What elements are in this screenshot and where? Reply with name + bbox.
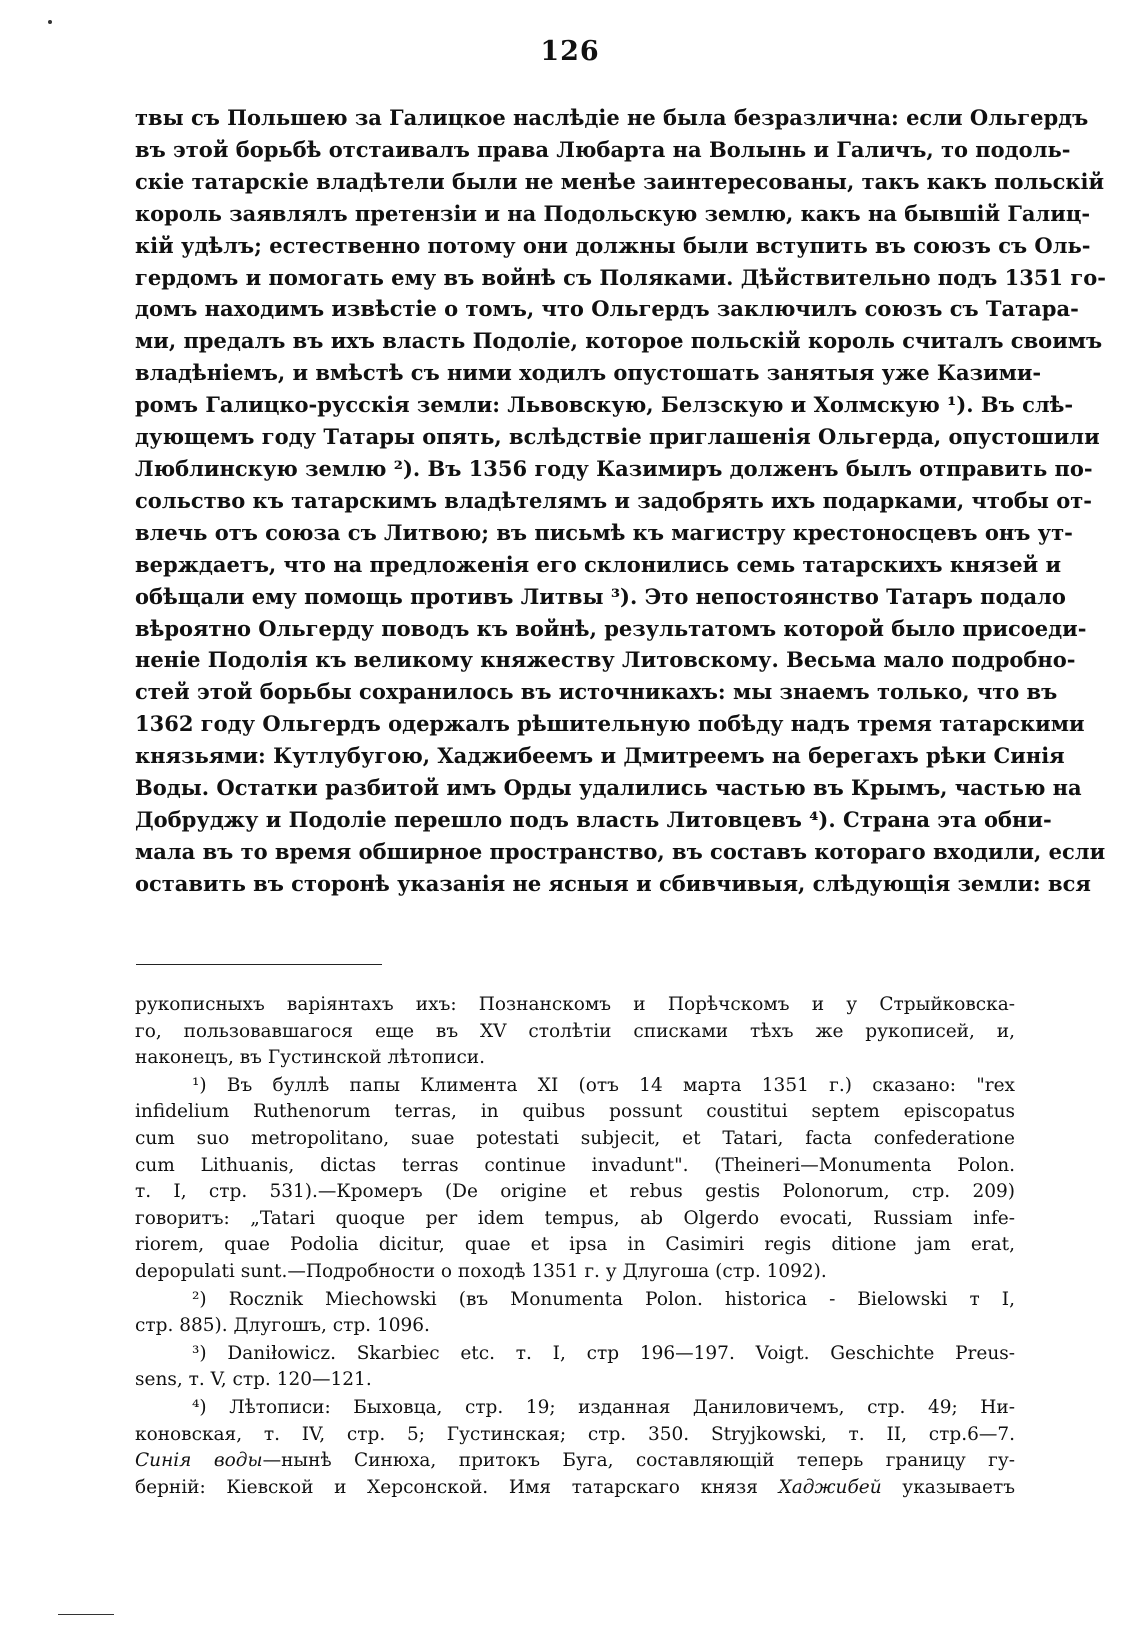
text-line: домъ находимъ извѣстіе о томъ, что Ольгердъ заключилъ союзъ съ Татара-	[135, 296, 1079, 322]
footnote-text: берній: Кіевской и Херсонской. Имя татарскаго князя	[135, 1476, 779, 1498]
page-number: 126	[540, 36, 600, 67]
text-line: оставить въ сторонѣ указанія не ясныя и сбивчивыя, слѣдующія земли: вся	[135, 870, 1091, 896]
text-line: князьями: Кутлубугою, Хаджибеемъ и Дмитреемъ на берегахъ рѣки Синія	[135, 743, 1065, 769]
footnotes	[135, 992, 1015, 1502]
footnote-line: ¹) Въ буллѣ папы Климента XI (отъ 14 марта 1351 г.) сказано: "rex	[192, 1074, 1015, 1096]
footnote-line: cum suo metropolitano, suae potestati subjecit, et Tatari, facta confederatione	[135, 1127, 1015, 1149]
footnote-text: указываетъ	[881, 1476, 1015, 1498]
footnote-line: говоритъ: „Tatari quoque per idem tempus, ab Olgerdo evocati, Russiam infe-	[135, 1207, 1015, 1229]
scan-speck	[48, 20, 52, 24]
footnote-3	[135, 1341, 1015, 1394]
text-line: стей этой борьбы сохранилось въ источникахъ: мы знаемъ только, что въ	[135, 679, 1058, 705]
text-line: Воды. Остатки разбитой имъ Орды удалились частью въ Крымъ, частью на	[135, 775, 1082, 801]
text-line: гердомъ и помогать ему въ войнѣ съ Поляками. Дѣйствительно подъ 1351 го-	[135, 264, 1106, 290]
footnote-2	[135, 1287, 1015, 1340]
footnote-continuation	[135, 992, 1015, 1072]
text-line: ми, предалъ въ ихъ власть Подоліе, которое польскій король считалъ своимъ	[135, 328, 1103, 354]
footnote-line: го, пользовавшагося еще въ XV столѣтіи списками тѣхъ же рукописей, и,	[135, 1020, 1015, 1042]
footnote-line: стр. 885). Длугошъ, стр. 1096.	[135, 1315, 430, 1337]
footnote-1	[135, 1073, 1015, 1286]
text-line: сольство къ татарскимъ владѣтелямъ и задобрять ихъ подарками, чтобы от-	[135, 487, 1092, 513]
text-line: кій удѣлъ; естественно потому они должны были вступить въ союзъ съ Оль-	[135, 232, 1091, 258]
text-line: твы съ Польшею за Галицкое наслѣдіе не была безразлична: если Ольгердъ	[135, 105, 1089, 130]
italic-term: Синія воды	[135, 1450, 263, 1472]
text-line: Люблинскую землю ²). Въ 1356 году Казимиръ долженъ былъ отправить по-	[135, 455, 1093, 481]
page-edge-mark	[58, 1614, 114, 1615]
footnote-line: cum Lithuanis, dictas terras continue invadunt". (Theineri—Monumenta Polon.	[135, 1154, 1015, 1176]
text-line: неніе Подолія къ великому княжеству Литовскому. Весьма мало подробно-	[135, 647, 1076, 673]
footnote-line: depopulati sunt.—Подробности о походѣ 1351 г. у Длугоша (стр. 1092).	[135, 1260, 827, 1282]
text-line: дующемъ году Татары опять, вслѣдствіе приглашенія Ольгерда, опустошили	[135, 424, 1100, 450]
footnote-4	[135, 1395, 1015, 1501]
footnote-line	[135, 1475, 1015, 1502]
footnote-line: коновская, т. IV, стр. 5; Густинская; стр. 350. Stryjkowski, т. II, стр.6—7.	[135, 1423, 1015, 1445]
footnote-line: наконецъ, въ Густинской лѣтописи.	[135, 1047, 486, 1069]
footnote-line: ⁴) Лѣтописи: Быховца, стр. 19; изданная Даниловичемъ, стр. 49; Ни-	[192, 1396, 1015, 1418]
footnote-line: т. I, стр. 531).—Кромеръ (De origine et rebus gestis Polonorum, стр. 209)	[135, 1181, 1015, 1203]
footnote-line: ³) Daniłowicz. Skarbiec etc. т. I, стр 196—197. Voigt. Geschichte Preus-	[192, 1342, 1015, 1364]
text-line: верждаетъ, что на предложенія его склонились семь татарскихъ князей и	[135, 551, 1062, 577]
text-line: ромъ Галицко-русскія земли: Львовскую, Белзскую и Холмскую ¹). Въ слѣ-	[135, 392, 1074, 418]
footnote-text: —нынѣ Синюха, притокъ Буга, составляющій теперь границу гу-	[262, 1450, 1015, 1472]
footnote-line	[135, 1448, 1015, 1475]
text-line: мала въ то время обширное пространство, въ составъ котораго входили, если	[135, 838, 1106, 864]
main-text	[135, 102, 1106, 900]
text-line: вѣроятно Ольгерду поводъ къ войнѣ, результатомъ которой было присоеди-	[135, 615, 1087, 641]
footnote-line: sens, т. V, стр. 120—121.	[135, 1369, 372, 1391]
text-line: король заявлялъ претензіи и на Подольскую землю, какъ на бывшій Галиц-	[135, 200, 1091, 226]
text-line: 1362 году Ольгердъ одержалъ рѣшительную побѣду надъ тремя татарскими	[135, 711, 1085, 737]
text-line: влечь отъ союза съ Литвою; въ письмѣ къ магистру крестоносцевъ онъ ут-	[135, 519, 1073, 545]
footnote-line: riorem, quae Podolia dicitur, quae et ipsa in Casimiri regis ditione jam erat,	[135, 1234, 1015, 1256]
text-line: скіе татарскіе владѣтели были не менѣе заинтересованы, такъ какъ польскій	[135, 168, 1105, 194]
text-line: въ этой борьбѣ отстаивалъ права Любарта на Волынь и Галичъ, то подоль-	[135, 136, 1071, 162]
italic-term: Хаджибей	[778, 1476, 882, 1498]
footnote-line: рукописныхъ варіянтахъ ихъ: Познанскомъ и Порѣчскомъ и у Стрыйковска-	[135, 994, 1015, 1015]
footnote-line: infidelium Ruthenorum terras, in quibus possunt coustitui septem episcopatus	[135, 1101, 1015, 1123]
footnote-line: ²) Rocznik Miechowski (въ Monumenta Polon. historica - Bielowski т I,	[192, 1288, 1015, 1310]
text-line: Добруджу и Подоліе перешло подъ власть Литовцевъ ⁴). Страна эта обни-	[135, 806, 1052, 832]
text-line: обѣщали ему помощь противъ Литвы ³). Это непостоянство Татаръ подало	[135, 583, 1066, 609]
text-line: владѣніемъ, и вмѣстѣ съ ними ходилъ опустошать занятыя уже Казими-	[135, 360, 1042, 386]
footnote-separator	[136, 964, 382, 965]
